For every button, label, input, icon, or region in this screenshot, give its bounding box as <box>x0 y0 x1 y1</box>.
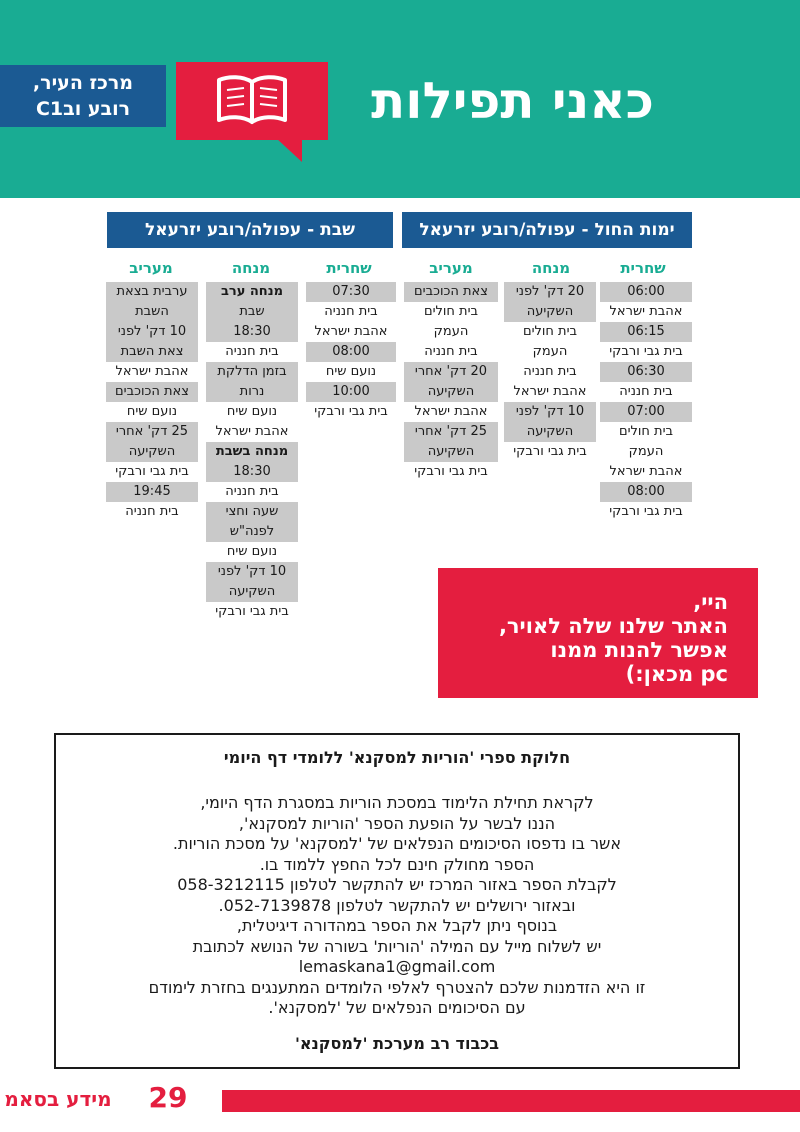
weekday-shacharit-column <box>600 282 692 522</box>
prayer-time: השקיעה <box>404 442 498 462</box>
prayer-time: 10 דק' לפני <box>106 322 198 342</box>
footer-brand-logo: מידע בסאמ <box>4 1087 112 1111</box>
prayer-time: 06:00 <box>600 282 692 302</box>
prayer-time: 25 דק' אחרי <box>106 422 198 442</box>
promo-line-4: pc מכאן:) <box>625 662 728 686</box>
prayer-time: נרות <box>206 382 298 402</box>
shabbat-mincha-heading: מנחה <box>231 259 271 277</box>
synagogue-name: אהבת ישראל <box>609 464 683 479</box>
synagogue-name: אהבת ישראל <box>314 324 388 339</box>
notice-line: אשר בו נדפסו הסיכומים הנפלאים של 'למסקנא' על מסכת הוריות. <box>172 834 622 853</box>
page-number: 29 <box>148 1081 188 1114</box>
notice-line: הננו לבשר על הופעת הספר 'הוריות למסקנא', <box>238 813 556 833</box>
prayer-time: לפנה"ש <box>206 522 298 542</box>
prayer-time: 06:15 <box>600 322 692 342</box>
shabbat-section-header: שבת - עפולה/רובע יזרעאל <box>107 212 393 248</box>
prayer-time: צאת השבת <box>106 342 198 362</box>
synagogue-name: בית גבי ורבקי <box>414 464 488 479</box>
notice-line: לקראת תחילת הלימוד במסכת הוריות במסגרת הדף היומי, <box>200 793 594 812</box>
prayer-time: 08:00 <box>306 342 396 362</box>
synagogue-name: בית חנניה <box>225 344 279 359</box>
prayer-time: צאת הכוכבים <box>106 382 198 402</box>
prayer-time: 20 דק' לפני <box>504 282 596 302</box>
prayer-time: צאת הכוכבים <box>404 282 498 302</box>
prayer-time: 10 דק' לפני <box>206 562 298 582</box>
synagogue-name: העמק <box>433 324 469 339</box>
notice-line: יש לשלוח מייל עם המילה 'הוריות' בשורה של הנושא לכתובת <box>192 936 602 956</box>
prayer-time: 08:00 <box>600 482 692 502</box>
synagogue-name: בית חולים <box>618 424 674 439</box>
promo-line-3: אפשר להנות ממנו <box>550 638 728 662</box>
synagogue-name: בית חנניה <box>324 304 378 319</box>
synagogue-name: נועם שיח <box>126 404 178 419</box>
synagogue-name: בית גבי ורבקי <box>115 464 189 479</box>
weekday-mincha-heading: מנחה <box>531 259 571 277</box>
synagogue-name: העמק <box>532 344 568 359</box>
weekday-mincha-column <box>504 282 596 462</box>
synagogue-name: בית חולים <box>522 324 578 339</box>
prayer-time: 18:30 <box>206 462 298 482</box>
shabbat-maariv-heading: מעריב <box>129 259 173 277</box>
synagogue-name: אהבת ישראל <box>513 384 587 399</box>
synagogue-name: בית חנניה <box>523 364 577 379</box>
synagogue-name: בית חנניה <box>125 504 179 519</box>
prayer-time: 06:30 <box>600 362 692 382</box>
promo-line-1: היי, <box>693 590 728 614</box>
notice-line: הספר מחולק חינם לכל החפץ ללמוד בו. <box>259 854 535 874</box>
prayer-time: ערבית בצאת <box>106 282 198 302</box>
prayer-time: שעה וחצי <box>206 502 298 522</box>
prayer-time: 07:00 <box>600 402 692 422</box>
weekday-shacharit-heading: שחרית <box>620 259 666 277</box>
prayer-time: מנחה ערב <box>206 282 298 302</box>
synagogue-name: אהבת ישראל <box>414 404 488 419</box>
weekday-section-header: ימות החול - עפולה/רובע יזרעאל <box>402 212 692 248</box>
synagogue-name: נועם שיח <box>325 364 377 379</box>
prayer-time: 20 דק' אחרי <box>404 362 498 382</box>
prayer-time: השקיעה <box>206 582 298 602</box>
website-promo-box <box>438 568 758 698</box>
shabbat-shacharit-heading: שחרית <box>326 259 372 277</box>
location-line-2: רובע ובC1 <box>35 98 131 120</box>
synagogue-name: בית גבי ורבקי <box>609 344 683 359</box>
prayer-time: השקיעה <box>404 382 498 402</box>
notice-line: בנוסף ניתן לקבל את הספר במהדורה דיגיטלית, <box>236 916 558 935</box>
notice-title: חלוקת ספרי 'הוריות למסקנא' ללומדי דף היומי <box>223 748 571 767</box>
prayer-time: מנחה בשבת <box>206 442 298 462</box>
weekday-maariv-column <box>404 282 498 482</box>
prayer-time: השקיעה <box>504 422 596 442</box>
shabbat-maariv-column <box>106 282 198 522</box>
page-title: כאני תפילות <box>371 72 654 130</box>
synagogue-name: בית גבי ורבקי <box>513 444 587 459</box>
prayer-time: 19:45 <box>106 482 198 502</box>
synagogue-name: נועם שיח <box>226 544 278 559</box>
synagogue-name: בית חולים <box>423 304 479 319</box>
prayer-time: שבת <box>206 302 298 322</box>
notice-email[interactable]: lemaskana1@gmail.com <box>298 957 496 976</box>
notice-signature: בכבוד רב מערכת 'למסקנא' <box>294 1034 500 1053</box>
synagogue-name: העמק <box>628 444 664 459</box>
promo-line-2: האתר שלנו שלה לאויר, <box>498 614 728 638</box>
prayer-time: 10 דק' לפני <box>504 402 596 422</box>
synagogue-name: בית גבי ורבקי <box>609 504 683 519</box>
prayer-time: 18:30 <box>206 322 298 342</box>
synagogue-name: בית חנניה <box>619 384 673 399</box>
notice-phone-line: ובאזור ירושלים יש להתקשר לטלפון 052-7139878. <box>218 895 576 915</box>
prayer-time: השבת <box>106 302 198 322</box>
notice-body <box>66 793 728 1019</box>
synagogue-name: בית חנניה <box>424 344 478 359</box>
synagogue-name: אהבת ישראל <box>115 364 189 379</box>
synagogue-name: בית גבי ורבקי <box>314 404 388 419</box>
location-box <box>0 65 166 127</box>
location-line-1: מרכז העיר, <box>32 72 134 94</box>
notice-line: עם הסיכומים הנפלאים של 'למסקנא'. <box>268 998 526 1017</box>
notice-phone-line: לקבלת הספר באזור המרכז יש להתקשר לטלפון 058-3212115 <box>177 875 617 894</box>
speech-bubble-tail <box>276 138 302 162</box>
shabbat-mincha-column <box>206 282 298 622</box>
prayer-time: השקיעה <box>106 442 198 462</box>
prayer-time: 25 דק' אחרי <box>404 422 498 442</box>
synagogue-name: אהבת ישראל <box>609 304 683 319</box>
prayer-time: השקיעה <box>504 302 596 322</box>
prayer-time: 10:00 <box>306 382 396 402</box>
open-book-icon <box>215 74 289 128</box>
prayer-time: בזמן הדלקת <box>206 362 298 382</box>
synagogue-name: בית חנניה <box>225 484 279 499</box>
notice-line: זו היא הזדמנות שלכם להצטרף לאלפי הלומדים המתענגים בחזרת לימודם <box>148 977 646 997</box>
prayer-time: 07:30 <box>306 282 396 302</box>
synagogue-name: אהבת ישראל <box>215 424 289 439</box>
synagogue-name: נועם שיח <box>226 404 278 419</box>
shabbat-shacharit-column <box>306 282 396 422</box>
book-distribution-notice <box>54 733 740 1069</box>
synagogue-name: בית גבי ורבקי <box>215 604 289 619</box>
weekday-maariv-heading: מעריב <box>429 259 473 277</box>
